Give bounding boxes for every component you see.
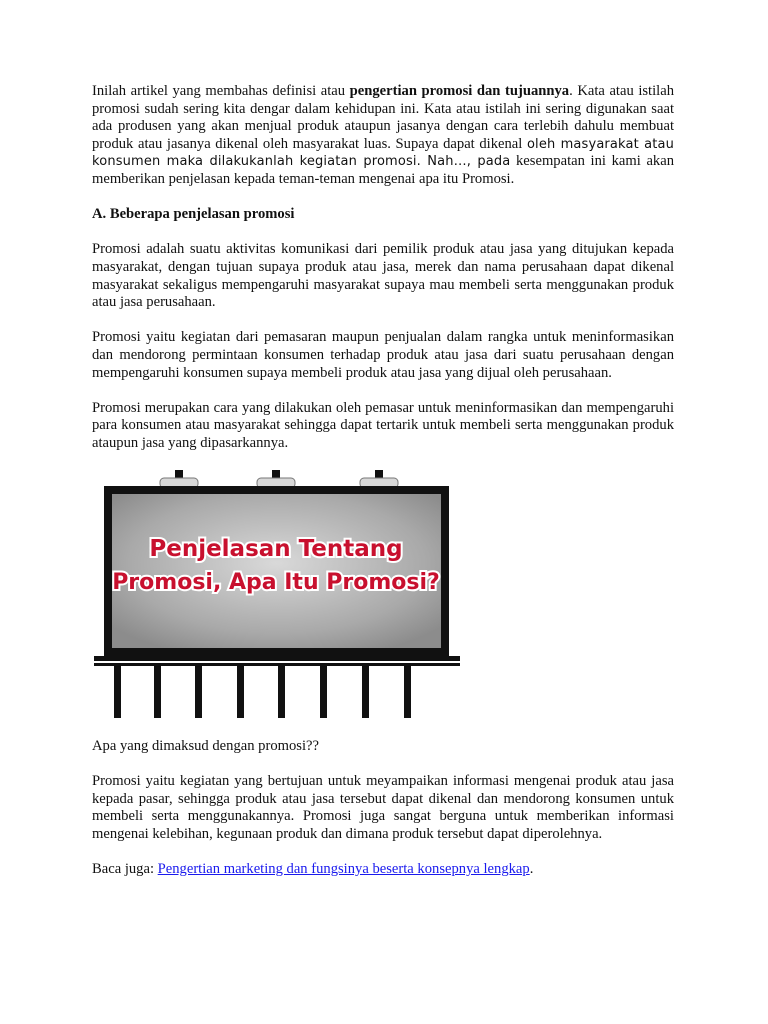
billboard-legs — [114, 666, 411, 718]
section-heading-a: A. Beberapa penjelasan promosi — [92, 206, 295, 223]
intro-bold-term: pengertian promosi dan tujuannya — [349, 83, 570, 99]
intro-text-3: kesempatan ini kami akan memberikan penjelasan kepada teman-teman mengenai apa itu Promosi. — [92, 153, 674, 187]
paragraph-definition-3: Promosi merupakan cara yang dilakukan oleh pemasar untuk meninformasikan dan mempengaruhi para konsumen atau masyarakat sehingga dapat tertarik untuk membeli serta menggunakan produk ataupun jasa yang dipasarkannya. — [92, 399, 674, 451]
billboard-ledge — [94, 656, 460, 661]
read-also-link[interactable]: Pengertian marketing dan fungsinya beserta konsepnya lengkap — [157, 861, 530, 878]
intro-paragraph — [92, 83, 674, 189]
billboard-lamps — [160, 470, 398, 488]
billboard-image — [92, 470, 462, 720]
intro-text-1: Inilah artikel yang membahas definisi atau — [92, 83, 350, 99]
read-also-end: . — [529, 861, 534, 878]
paragraph-definition-4: Promosi yaitu kegiatan yang bertujuan untuk meyampaikan informasi mengenai produk atau jasa kepada pasar, sehingga produk atau jasa tersebut dapat dikenal dan mendorong konsumen untuk membeli serta menggunakannya. Promosi juga sangat berguna untuk memberikan informasi mengenai kelebihan, kegunaan produk dan dimana produk tersebut dapat diperolehnya. — [92, 773, 674, 843]
billboard-title-line2: Promosi, Apa Itu Promosi? — [112, 570, 440, 596]
question-line: Apa yang dimaksud dengan promosi?? — [92, 738, 319, 755]
intro-text-2: . Kata atau istilah promosi sudah sering kita dengar dalam kehidupan ini. Kata atau istilah ini sering digunakan saat ada produsen yang akan menjual produk ataupun jasanya dengan cara terlebih dahulu membuat produk atau jasanya dikenal oleh masyarakat luas. Supaya dapat dikenal — [92, 83, 674, 152]
read-also-line — [92, 861, 674, 879]
article-body — [92, 83, 674, 896]
read-also-label: Baca juga: — [92, 861, 158, 878]
intro-mixed-font-text: oleh masyarakat atau konsumen maka dilakukanlah kegiatan promosi. Nah…, pada — [92, 136, 674, 170]
billboard-title-line1: Penjelasan Tentang — [149, 536, 403, 563]
paragraph-definition-1: Promosi adalah suatu aktivitas komunikasi dari pemilik produk atau jasa yang ditujukan kepada masyarakat, dengan tujuan supaya produk atau jasa, merek dan nama perusahaan dapat dikenal masyarakat sekaligus mempengaruhi masyarakat supaya mau membeli serta menggunakan produk atau jasa perusahaan. — [92, 241, 674, 311]
paragraph-definition-2: Promosi yaitu kegiatan dari pemasaran maupun penjualan dalam rangka untuk meninformasikan dan mendorong permintaan konsumen terhadap produk atau jasa dari suatu perusahaan dengan mempengaruhi konsumen supaya membeli produk atau jasa yang dijual oleh perusahaan. — [92, 329, 674, 381]
